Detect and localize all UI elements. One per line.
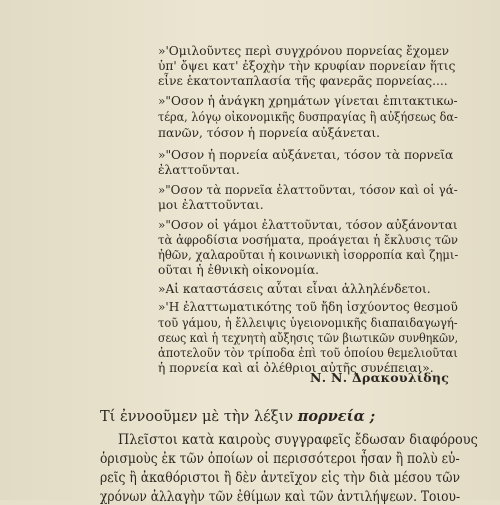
quote-line: οῦται ἡ ἐθνικὴ οἰκονομία. [158, 263, 320, 277]
quote-line: ἐλαττοῦνται. [158, 163, 240, 177]
quote-line: »"Οσον οἱ γάμοι ἐλαττοῦνται, τόσον αὐξάνονται [158, 218, 458, 232]
quote-line: »"Οσον τὰ πορνεῖα ἐλαττοῦνται, τόσον καὶ οἱ γά- [158, 183, 458, 197]
body-line: ὁρισμοὺς ἐκ τῶν ὁποίων οἱ περισσότεροι ἦσαν ἢ πολὺ εὐ- [100, 451, 460, 467]
quote-line: »'Ομιλοῦντες περὶ συγχρόνου πορνείας ἔχομεν [158, 44, 450, 58]
author-signature: Ν. Ν. Δρακουλίδης [310, 370, 450, 385]
section-heading [100, 408, 375, 425]
body-line: Πλεῖστοι κατὰ καιροὺς συγγραφεῖς ἔδωσαν διαφόρους [118, 432, 478, 448]
quote-line: ἀποτελοῦν τὸν τρίποδα ἐπὶ τοῦ ὁποίου θεμελιοῦται [158, 346, 458, 360]
quote-line: μοι ἐλαττοῦνται. [158, 198, 264, 212]
body-line: ρεῖς ἢ ἀκαθόριστοι ἢ δὲν ἀντεῖχον εἰς τὴν διὰ μέσου τῶν [100, 470, 460, 486]
quote-line: »'Η ἐλαττωματικότης τοῦ ἤδη ἰσχύοντος θεσμοῦ [158, 300, 458, 314]
quote-line: »"Οσον ἡ πορνεία αὐξάνεται, τόσον τὰ πορνεῖα [158, 148, 454, 162]
quote-line: ὑπ' ὄψει κατ' ἐξοχὴν τὴν κρυφίαν πορνείαν ἥτις [158, 59, 456, 73]
heading-keyword: πορνεία ; [297, 408, 376, 425]
quote-line: »Αἱ καταστάσεις αὗται εἶναι ἀλληλένδετοι. [158, 282, 431, 296]
body-line: χρόνων ἀλλαγὴν τῶν ἐθίμων καὶ τῶν ἀντιλήψεων. Τοιου- [100, 489, 461, 505]
quote-line: πανῶν, τόσον ἡ πορνεία αὐξάνεται. [158, 126, 380, 140]
quote-line: τοῦ γάμου, ἡ ἔλλειψις ὑγειονομικῆς διαπαιδαγωγή- [158, 316, 458, 330]
quote-line: σεως καὶ ἡ τεχνητὴ αὔξησις τῶν βιωτικῶν συνθηκῶν, [158, 331, 459, 345]
quote-line: τὰ ἀφροδίσια νοσήματα, προάγεται ἡ ἔκλυσις τῶν [158, 233, 458, 247]
quote-line: ἡ πορνεία καὶ αἱ ὀλέθριοι αὐτῆς συνέπειαι». [158, 361, 434, 375]
quote-line: ἠθῶν, χαλαροῦται ἡ κοινωνικὴ ἰσορροπία καὶ ζημι- [158, 248, 459, 262]
heading-text: Τί ἐννοοῦμεν μὲ τὴν λέξιν [100, 409, 298, 425]
quote-line: »"Οσον ἡ ἀνάγκη χρημάτων γίνεται ἐπιτακτικω- [158, 94, 458, 108]
quote-line: τέρα, λόγῳ οἰκονομικῆς δυσπραγίας ἢ αὐξήσεως δα- [158, 110, 458, 124]
quote-line: εἶνε ἑκατονταπλασία τῆς φανερᾶς πορνείας.... [158, 74, 448, 88]
